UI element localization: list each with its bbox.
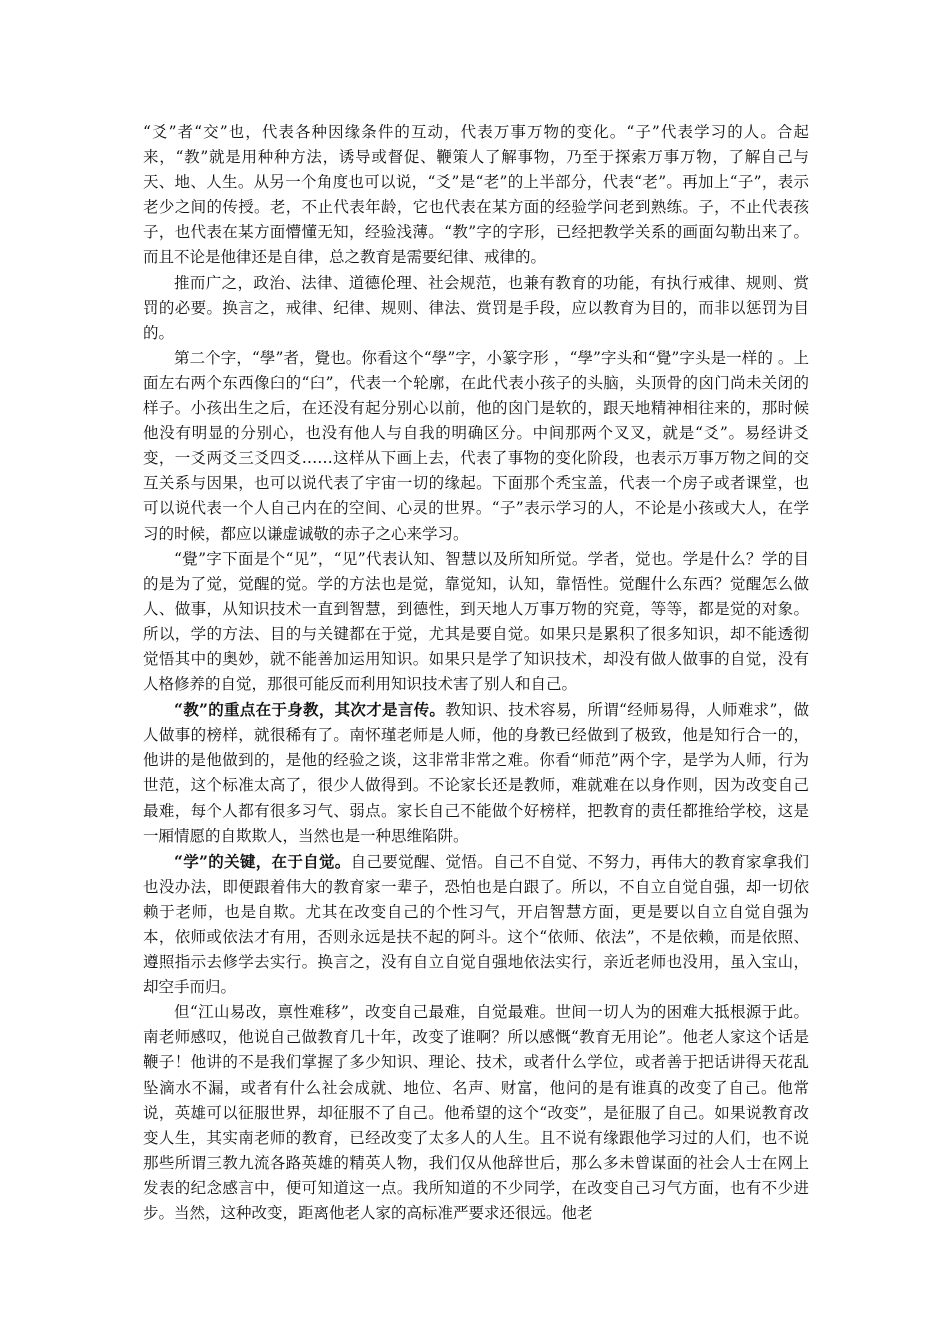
paragraph-3: [143, 346, 809, 547]
paragraph-6: [143, 849, 809, 1001]
paragraph-7: [143, 1000, 809, 1226]
paragraph-1-text: “爻”者“交”也，代表各种因缘条件的互动，代表万事万物的变化。“子”代表学习的人。合起来，“教”就是用种种方法，诱导或督促、鞭策人了解事物，乃至于探索万事万物，了解自己与天、地、人生。从另一个角度也可以说，“爻”是“老”的上半部分，代表“老”。再加上“子”，表示老少之间的传授。老，不止代表年龄，它也代表在某方面的经验学问老到熟练。子，不止代表孩子，也代表在某方面懵懂无知，经验浅薄。“教”字的字形，已经把教学关系的画面勾勒出来了。而且不论是他律还是自律，总之教育是需要纪律、戒律的。: [143, 123, 809, 267]
paragraph-2-text: 推而广之，政治、法律、道德伦理、社会规范，也兼有教育的功能，有执行戒律、规则、赏罚的必要。换言之，戒律、纪律、规则、律法、赏罚是手段，应以教育为目的，而非以惩罚为目的。: [143, 273, 809, 342]
paragraph-1: [143, 120, 809, 271]
paragraph-6-bold-lead: “学”的关键，在于自觉。: [174, 851, 351, 871]
paragraph-2: [143, 271, 809, 346]
paragraph-5-text: 教知识、技术容易，所谓“经师易得，人师难求”，做人做事的榜样，就很稀有了。南怀瑾老师是人师，他的身教已经做到了极致，他是知行合一的，他讲的是他做到的，是他的经验之谈，这非常非常之难。你看“师范”两个字，是学为人师，行为世范，这个标准太高了，很少人做得到。不论家长还是教师，难就难在以身作则，因为改变自己最难，每个人都有很多习气、弱点。家长自己不能做个好榜样，把教育的责任都推给学校，这是一厢情愿的自欺欺人，当然也是一种思维陷阱。: [143, 701, 809, 845]
paragraph-4: [143, 547, 809, 698]
paragraph-5-bold-lead: “教”的重点在于身教，其次才是言传。: [174, 700, 446, 720]
paragraph-6-text: 自己要觉醒、觉悟。自己不自觉、不努力，再伟大的教育家拿我们也没办法，即便跟着伟大的教育家一辈子，恐怕也是白跟了。所以，不自立自觉自强，却一切依赖于老师，也是自欺。尤其在改变自己的个性习气，开启智慧方面，更是要以自立自觉自强为本，依师或依法才有用，否则永远是扶不起的阿斗。这个“依师、依法”，不是依赖，而是依照、遵照指示去修学去实行。换言之，没有自立自觉自强地依法实行，亲近老师也没用，虽入宝山，却空手而归。: [143, 852, 809, 997]
document-page: [143, 120, 809, 1226]
paragraph-5: [143, 697, 809, 849]
paragraph-3-text: 第二个字，“學”者，覺也。你看这个“學”字，小篆字形 ，“學”字头和“覺”字头是一样的 。上面左右两个东西像臼的“臼”，代表一个轮廓，在此代表小孩子的头脑，头顶骨的囟门尚未关闭的样子。小孩出生之后，在还没有起分别心以前，他的囟门是软的，跟天地精神相往来的，那时候他没有明显的分别心，也没有他人与自我的明确区分。中间那两个叉叉，就是“爻”。易经讲爻变，一爻两爻三爻四爻……这样从下画上去，代表了事物的变化阶段，也表示万事万物之间的交互关系与因果，也可以说代表了宇宙一切的缘起。下面那个秃宝盖，代表一个房子或者课堂，也可以说代表一个人自己内在的空间、心灵的世界。“子”表示学习的人，不论是小孩或大人，在学习的时候，都应以谦虚诚敬的赤子之心来学习。: [143, 348, 809, 543]
paragraph-7-text: 但“江山易改，禀性难移”，改变自己最难，自觉最难。世间一切人为的困难大抵根源于此。南老师感叹，他说自己做教育几十年，改变了谁啊？所以感慨“教育无用论”。他老人家这个话是鞭子！他讲的不是我们掌握了多少知识、理论、技术，或者什么学位，或者善于把话讲得天花乱坠滴水不漏，或者有什么社会成就、地位、名声、财富，他问的是有谁真的改变了自己。他常说，英雄可以征服世界，却征服不了自己。他希望的这个“改变”，是征服了自己。如果说教育改变人生，其实南老师的教育，已经改变了太多人的人生。且不说有缘跟他学习过的人们，也不说那些所谓三教九流各路英雄的精英人物，我们仅从他辞世后，那么多未曾谋面的社会人士在网上发表的纪念感言中，便可知道这一点。我所知道的不少同学，在改变自己习气方面，也有不少进步。当然，这种改变，距离他老人家的高标准严要求还很远。他老: [143, 1003, 809, 1223]
paragraph-4-text: “覺”字下面是个“见”，“见”代表认知、智慧以及所知所觉。学者，觉也。学是什么？学的目的是为了觉，觉醒的觉。学的方法也是觉，靠觉知，认知，靠悟性。觉醒什么东西？觉醒怎么做人、做事，从知识技术一直到智慧，到德性，到天地人万事万物的究竟，等等，都是觉的对象。所以，学的方法、目的与关键都在于觉，尤其是要自觉。如果只是累积了很多知识，却不能透彻觉悟其中的奥妙，就不能善加运用知识。如果只是学了知识技术，却没有做人做事的自觉，没有人格修养的自觉，那很可能反而利用知识技术害了别人和自己。: [143, 549, 809, 694]
